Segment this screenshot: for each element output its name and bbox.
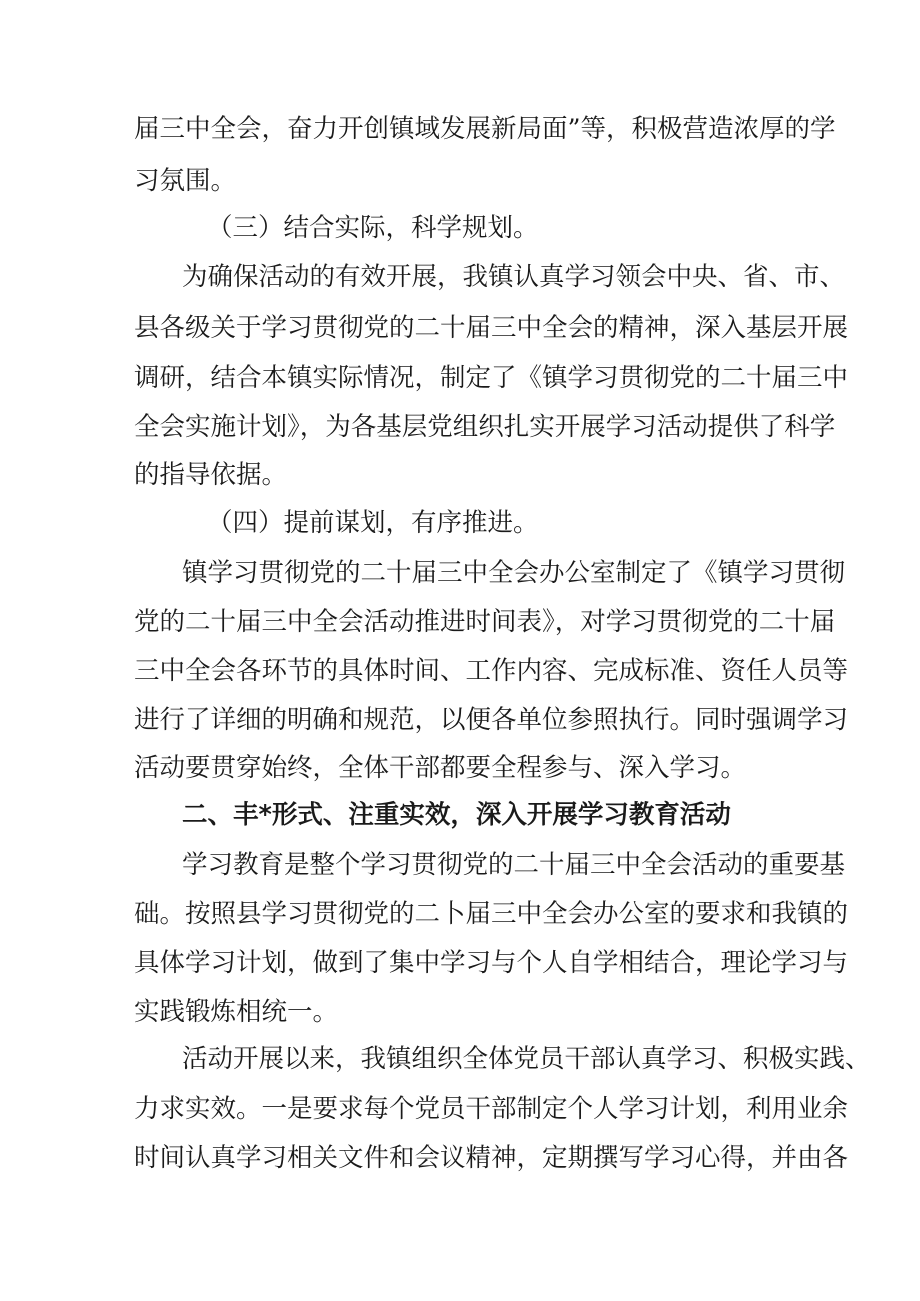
body-text-line: 的指导依据。 — [134, 460, 288, 490]
body-text-line: 时间认真学习相关文件和会议精神，定期撰写学习心得，并由各 — [134, 1143, 849, 1173]
body-text-line: 党的二十届三中全会活动推进时间表》，对学习贯彻党的二十届 — [134, 607, 836, 637]
paragraph-first-line: 镇学习贯彻党的二十届三中全会办公室制定了《镇学习贯彻 — [182, 558, 846, 588]
body-text-line: 县各级关于学习贯彻党的二十届三中全会的精神，深入基层开展 — [134, 313, 849, 343]
section-heading: （三）结合实际，科学规划。 — [207, 213, 539, 243]
body-text-line: 三中全会各环节的具体时间、工作内容、完成标准、资任人员等 — [134, 656, 849, 686]
body-text-line: 活动要贯穿始终，全体干部都要全程参与、深入学习。 — [134, 753, 747, 783]
body-text-line: 实践锻炼相统一。 — [134, 997, 339, 1027]
body-text-line: 习氛围。 — [134, 166, 237, 196]
paragraph-first-line: 活动开展以来，我镇组织全体党员干部认真学习、积极实践、 — [182, 1044, 871, 1074]
body-text-line: 力求实效。一是要求每个党员干部制定个人学习计划，利用业余 — [134, 1094, 849, 1124]
body-text-line: 全会实施计划》，为各基层党组织扎实开展学习活动提供了科学 — [134, 412, 836, 442]
body-text-line: 础。按照县学习贯彻党的二卜届三中全会办公室的要求和我镇的 — [134, 899, 849, 929]
body-text-line: 进行了详细的明确和规范，以便各单位参照执行。同时强调学习 — [134, 705, 849, 735]
paragraph-first-line: 为确保活动的有效开展，我镇认真学习领会中央、省、市、 — [182, 262, 846, 292]
body-text-line: 具体学习计划，做到了集中学习与个人自学相结合，理论学习与 — [134, 948, 849, 978]
body-text-line: 届三中全会，奋力开创镇域发展新局面”等，积极营造浓厚的学 — [134, 114, 836, 144]
chapter-heading: 二、丰*形式、注重实效，深入开展学习教育活动 — [182, 800, 731, 830]
section-heading: （四）提前谋划，有序推进。 — [207, 508, 539, 538]
body-text-line: 调研，结合本镇实际情况，制定了《镇学习贯彻党的二十届三中 — [134, 363, 849, 393]
paragraph-first-line: 学习教育是整个学习贯彻党的二十届三中全会活动的重要基 — [182, 850, 846, 880]
